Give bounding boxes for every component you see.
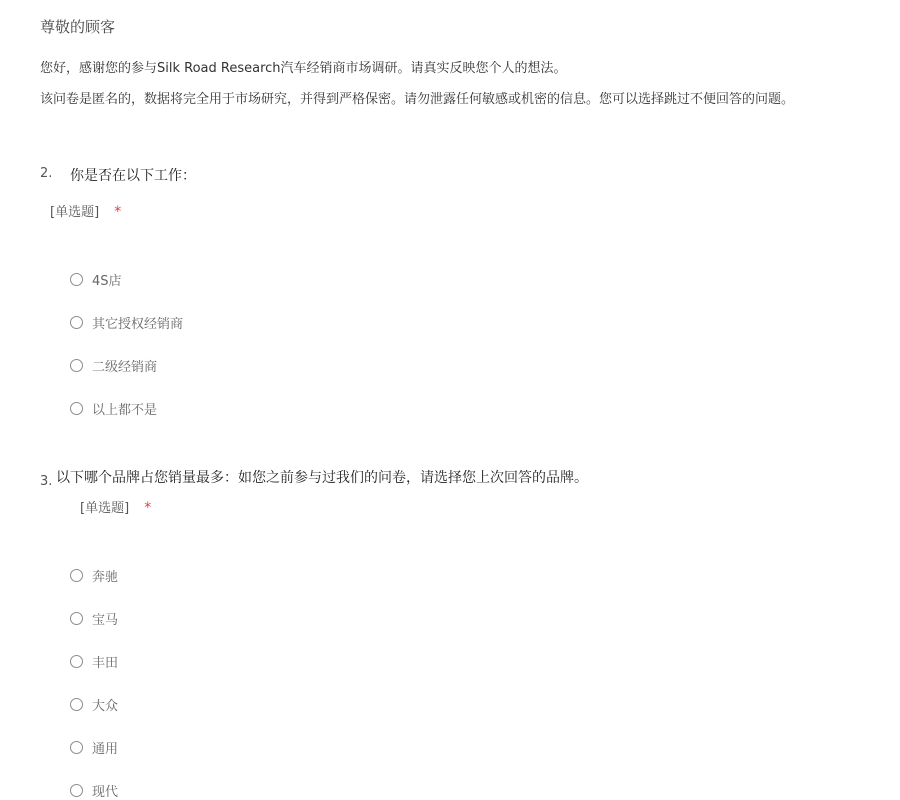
radio-button[interactable] [70,784,83,797]
option-volkswagen[interactable] [70,695,118,713]
option-label: 奔驰 [92,569,119,585]
question-type-label: [单选题] [50,205,100,220]
question-type-label: [单选题] [80,501,130,516]
radio-button[interactable] [70,612,83,625]
question-number: 3. [40,474,53,489]
question-title: 以下哪个品牌占您销量最多：如您之前参与过我们的问卷，请选择您上次回答的品牌。 [56,470,588,486]
option-label: 现代 [92,784,119,800]
radio-button[interactable] [70,316,83,329]
question-type [80,497,151,516]
greeting-heading: 尊敬的顾客 [40,18,116,36]
option-label: 通用 [92,741,119,757]
option-4s-store[interactable] [70,270,122,288]
radio-button[interactable] [70,698,83,711]
radio-button[interactable] [70,569,83,582]
radio-button[interactable] [70,273,83,286]
option-general-motors[interactable] [70,738,118,756]
option-label: 二级经销商 [92,359,158,375]
option-label: 丰田 [92,655,119,671]
required-mark: * [144,500,152,516]
option-toyota[interactable] [70,652,118,670]
question-number: 2. [40,166,53,181]
option-other-authorized-dealer[interactable] [70,313,183,331]
radio-button[interactable] [70,359,83,372]
required-mark: * [114,204,122,220]
option-none-of-above[interactable] [70,399,157,417]
intro-text-line-1: 您好，感谢您的参与Silk Road Research汽车经销商市场调研。请真实反映您个人的想法。 [40,61,567,76]
intro-text-line-2: 该问卷是匿名的，数据将完全用于市场研究，并得到严格保密。请勿泄露任何敏感或机密的信息。您可以选择跳过不便回答的问题。 [40,92,795,107]
option-label: 4S店 [92,273,122,289]
option-hyundai[interactable] [70,781,118,799]
radio-button[interactable] [70,402,83,415]
radio-button[interactable] [70,655,83,668]
question-title: 你是否在以下工作： [70,168,196,184]
option-label: 宝马 [92,612,119,628]
option-label: 大众 [92,698,119,714]
option-label: 以上都不是 [92,402,158,418]
question-type [50,201,121,220]
option-bmw[interactable] [70,609,118,627]
option-secondary-dealer[interactable] [70,356,157,374]
option-mercedes-benz[interactable] [70,566,118,584]
radio-button[interactable] [70,741,83,754]
option-label: 其它授权经销商 [92,316,184,332]
